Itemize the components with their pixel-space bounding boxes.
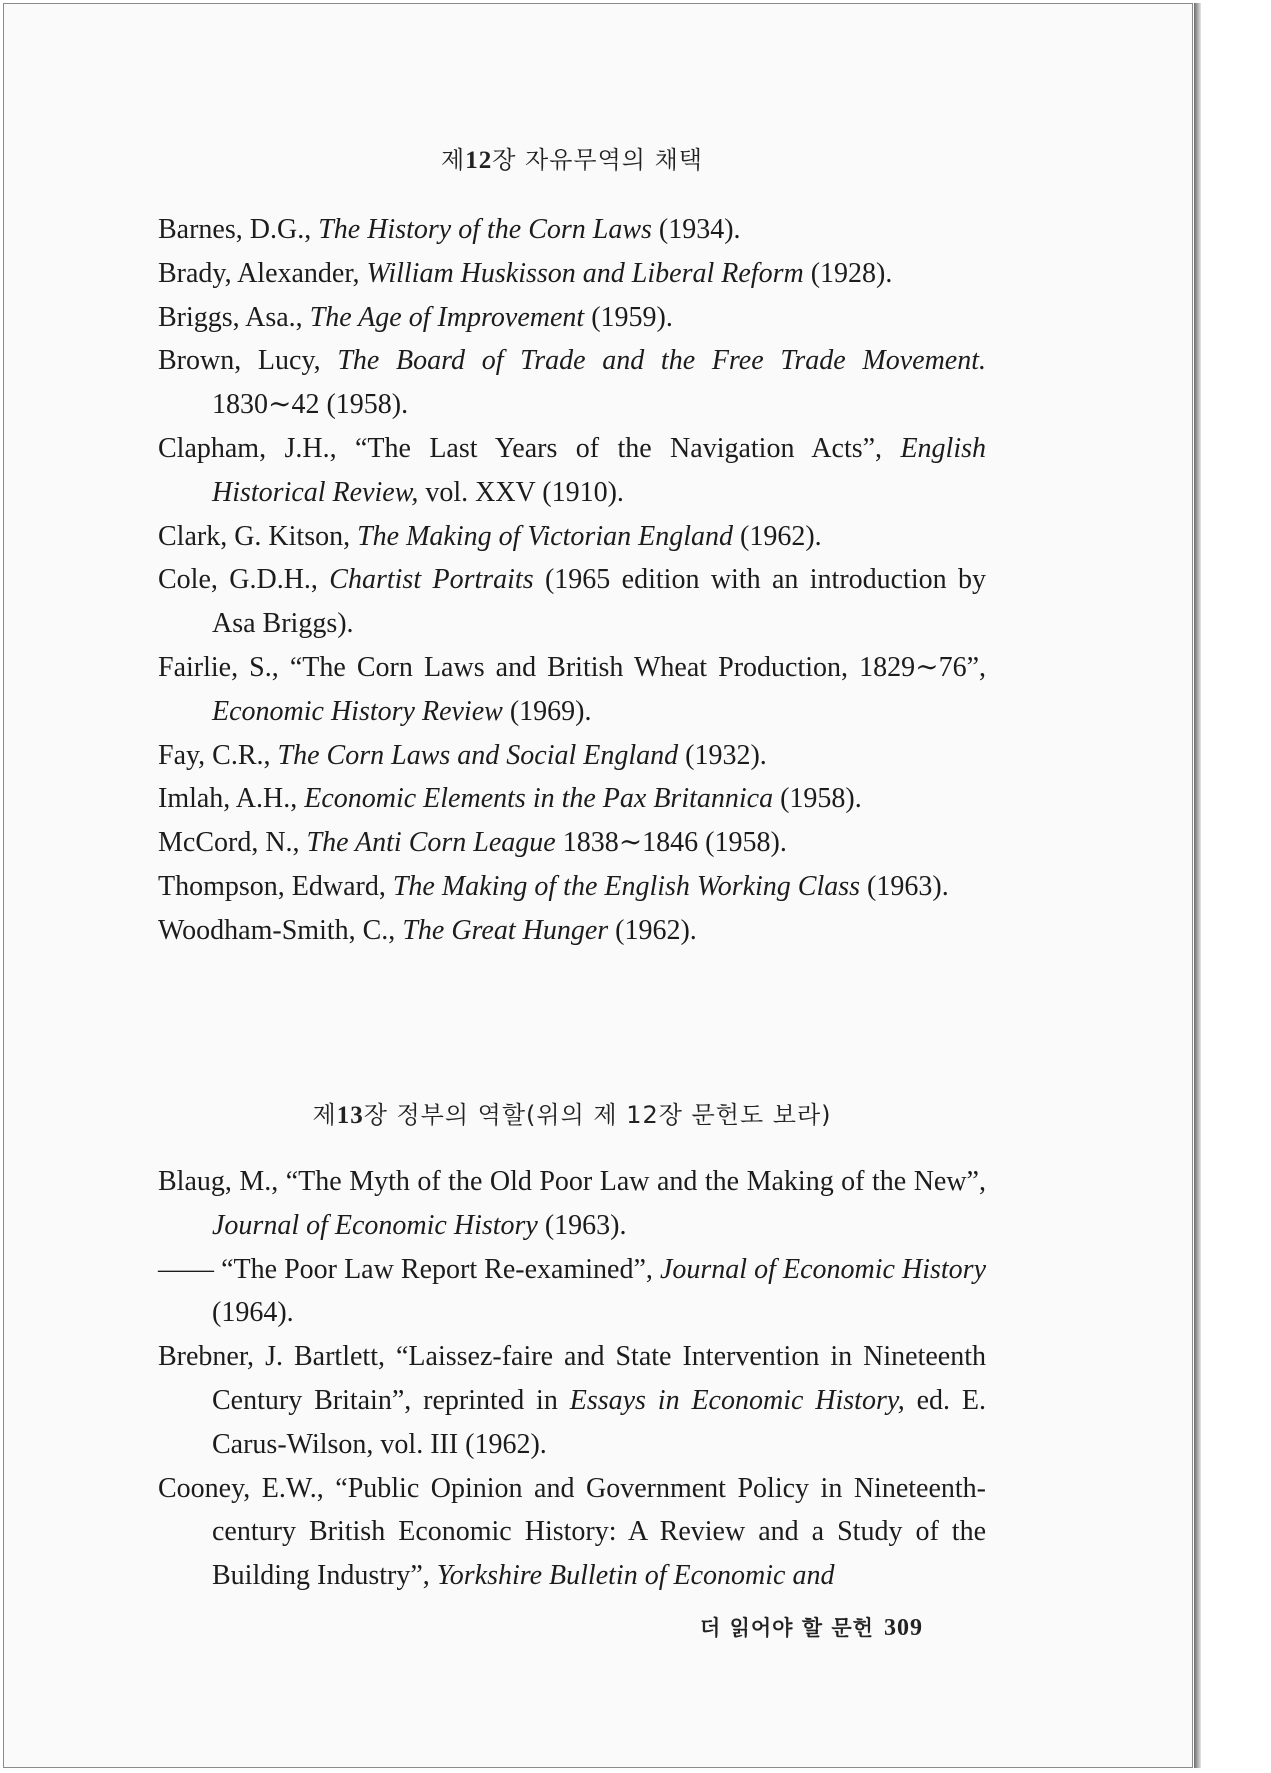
page-footer (700, 1612, 923, 1642)
reference-entry (158, 208, 986, 252)
reference-author-text: —— “The Poor Law Report Re-examined”, (158, 1253, 660, 1285)
reference-title: The History of the Corn Laws (318, 214, 652, 245)
reference-publication-info: (1962). (608, 914, 697, 946)
chapter-13-reference-list (158, 1160, 986, 1598)
reference-author-text: Brown, Lucy, (158, 345, 338, 377)
reference-entry (158, 1335, 986, 1466)
reference-title: Journal of Economic History (659, 1253, 987, 1285)
reference-title: The Corn Laws and Social England (277, 739, 679, 771)
running-title: 더 읽어야 할 문헌 (700, 1616, 874, 1640)
reference-title: Journal of Economic History (212, 1209, 538, 1241)
reference-entry (158, 909, 986, 953)
reference-author-text: McCord, N., (158, 827, 307, 859)
reference-author-text: Blaug, M., “The Myth of the Old Poor Law and the Making of the New”, (158, 1166, 986, 1197)
reference-title: The Great Hunger (402, 914, 609, 946)
reference-entry (158, 427, 986, 515)
reference-publication-info: (1934). (651, 214, 741, 245)
reference-publication-info: (1964). (212, 1297, 294, 1329)
reference-author-text: Barnes, D.G., (158, 214, 319, 245)
reference-publication-info: 1838∼1846 (1958). (555, 827, 787, 859)
reference-title: The Board of Trade and the Free Trade Movement. (337, 345, 987, 377)
reference-author-text: Brady, Alexander, (158, 257, 367, 289)
reference-entry (158, 734, 986, 778)
reference-author-text: Imlah, A.H., (158, 783, 305, 815)
reference-author-text: Brebner, J. Bartlett, “Laissez-faire and State Intervention in Nineteenth Century Britain”, reprinted in (158, 1341, 986, 1416)
reference-title: The Making of the English Working Class (392, 870, 861, 902)
reference-author-text: Fay, C.R., (158, 739, 278, 771)
reference-publication-info: (1963). (860, 870, 949, 902)
reference-publication-info: (1932). (678, 739, 767, 771)
reference-entry (158, 296, 986, 340)
reference-publication-info: 1830∼42 (1958). (212, 389, 409, 421)
reference-entry (158, 1467, 986, 1598)
reference-author-text: Woodham-Smith, C., (158, 914, 403, 946)
reference-publication-info: (1963). (537, 1209, 627, 1241)
reference-title: Chartist Portraits (329, 564, 534, 596)
reference-title: English Historical Review, (212, 432, 986, 508)
reference-author-text: Cole, G.D.H., (158, 564, 330, 596)
reference-title: The Age of Improvement (309, 301, 585, 333)
reference-entry (158, 777, 986, 821)
chapter-12-heading: 제12장 자유무역의 채택 (441, 146, 703, 174)
reference-author-text: Fairlie, S., “The Corn Laws and British Wheat Production, 1829∼76”, (158, 651, 986, 683)
reference-author-text: Cooney, E.W., “Public Opinion and Government Policy in Nineteenth-century British Economic History: A Review and a Study of the Building Industry”, (158, 1472, 986, 1592)
reference-title: William Huskisson and Liberal Reform (366, 257, 804, 289)
reference-author-text: Briggs, Asa., (158, 301, 310, 333)
reference-publication-info: (1959). (584, 301, 673, 333)
reference-entry (158, 252, 986, 296)
reference-entry (158, 865, 986, 909)
reference-title: Yorkshire Bulletin of Economic and (436, 1560, 835, 1592)
reference-author-text: Clark, G. Kitson, (158, 520, 358, 552)
reference-entry (158, 1160, 986, 1248)
reference-publication-info: (1962). (733, 520, 822, 552)
reference-title: Essays in Economic History, (569, 1384, 905, 1416)
reference-title: Economic History Review (212, 695, 503, 727)
reference-author-text: Thompson, Edward, (158, 870, 393, 902)
reference-publication-info: (1958). (773, 783, 862, 815)
page-edge-shadow (1194, 3, 1201, 1768)
reference-entry (158, 515, 986, 559)
reference-entry (158, 339, 986, 427)
chapter-12-reference-list (158, 208, 986, 953)
reference-publication-info: ed. E. Carus-Wilson, vol. III (1962). (212, 1384, 986, 1460)
reference-publication-info: vol. XXV (1910). (418, 476, 624, 508)
reference-entry (158, 558, 986, 646)
reference-entry (158, 646, 986, 734)
reference-author-text: Clapham, J.H., “The Last Years of the Navigation Acts”, (158, 432, 901, 464)
reference-publication-info: (1965 edition with an introduction by Asa Briggs). (212, 564, 987, 640)
reference-title: Economic Elements in the Pax Britannica (304, 783, 774, 815)
reference-entry (158, 821, 986, 865)
reference-title: The Anti Corn League (306, 827, 556, 859)
reference-publication-info: (1928). (803, 257, 893, 289)
reference-entry (158, 1248, 986, 1336)
reference-publication-info: (1969). (502, 695, 592, 727)
reference-title: The Making of Victorian England (357, 520, 733, 552)
page-number: 309 (883, 1615, 923, 1641)
chapter-13-heading: 제13장 정부의 역할(위의 제 12장 문헌도 보라) (312, 1101, 832, 1129)
